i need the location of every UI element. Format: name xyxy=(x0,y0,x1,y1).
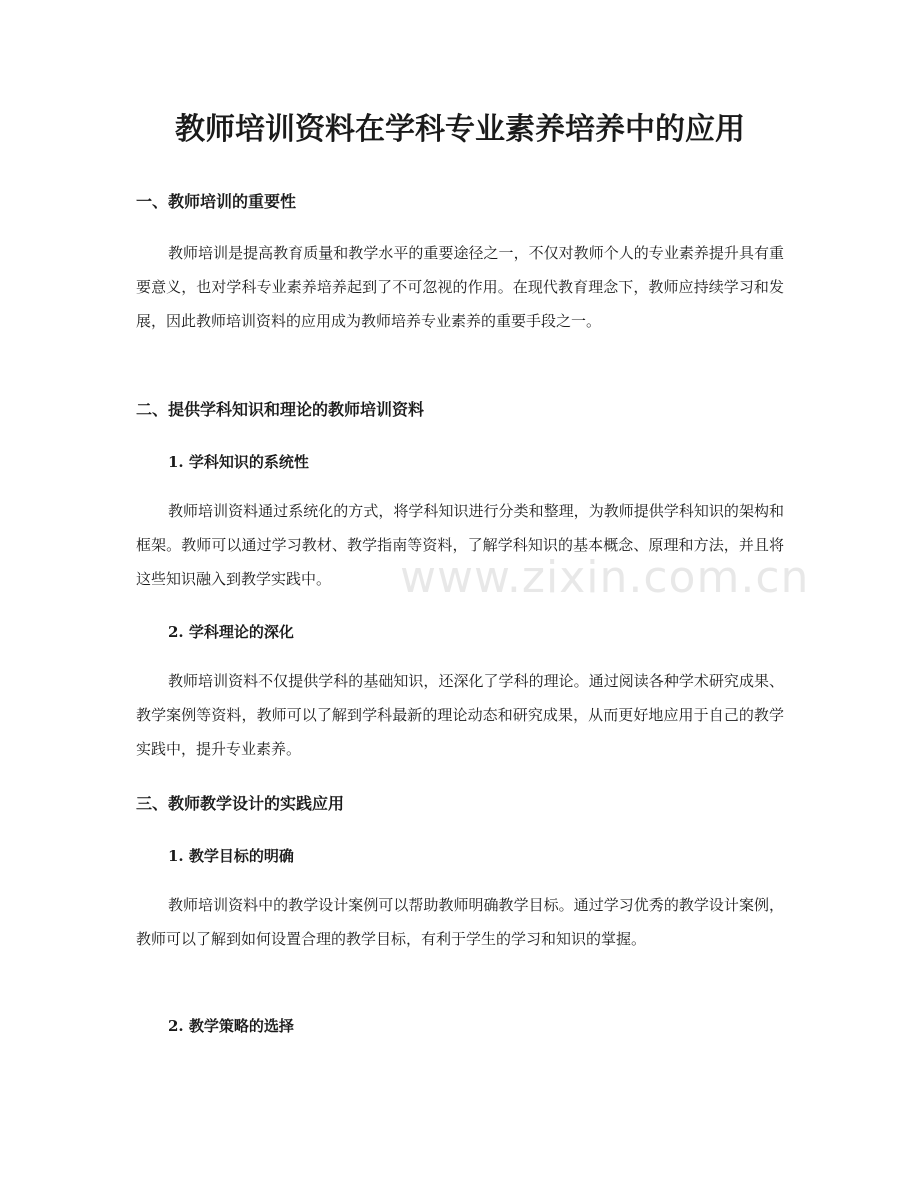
subsection-paragraph-3-1: 教师培训资料中的教学设计案例可以帮助教师明确教学目标。通过学习优秀的教学设计案例，教师可以了解到如何设置合理的教学目标，有利于学生的学习和知识的掌握。 xyxy=(136,896,784,948)
subsection-heading-2-1: 1. 学科知识的系统性 xyxy=(168,453,309,471)
section-heading-3: 三、教师教学设计的实践应用 xyxy=(136,794,345,813)
subsection-paragraph-2-2: 教师培训资料不仅提供学科的基础知识，还深化了学科的理论。通过阅读各种学术研究成果、教学案例等资料，教师可以了解到学科最新的理论动态和研究成果，从而更好地应用于自己的教学实践中，提升专业素养。 xyxy=(136,672,784,758)
section-heading-1: 一、教师培训的重要性 xyxy=(136,192,297,211)
section-paragraph-1: 教师培训是提高教育质量和教学水平的重要途径之一，不仅对教师个人的专业素养提升具有重要意义，也对学科专业素养培养起到了不可忽视的作用。在现代教育理念下，教师应持续学习和发展，因此教师培训资料的应用成为教师培养专业素养的重要手段之一。 xyxy=(136,244,784,330)
watermark: www.zixin.com.cn xyxy=(400,552,810,603)
section-heading-2: 二、提供学科知识和理论的教师培训资料 xyxy=(136,400,425,419)
document-title: 教师培训资料在学科专业素养培养中的应用 xyxy=(175,112,745,147)
subsection-heading-2-2: 2. 学科理论的深化 xyxy=(168,623,294,641)
subsection-paragraph-2-1: 教师培训资料通过系统化的方式，将学科知识进行分类和整理，为教师提供学科知识的架构和框架。教师可以通过学习教材、教学指南等资料，了解学科知识的基本概念、原理和方法，并且将这些知识融入到教学实践中。 xyxy=(136,502,784,588)
subsection-heading-3-2: 2. 教学策略的选择 xyxy=(168,1017,294,1035)
subsection-heading-3-1: 1. 教学目标的明确 xyxy=(168,847,294,865)
